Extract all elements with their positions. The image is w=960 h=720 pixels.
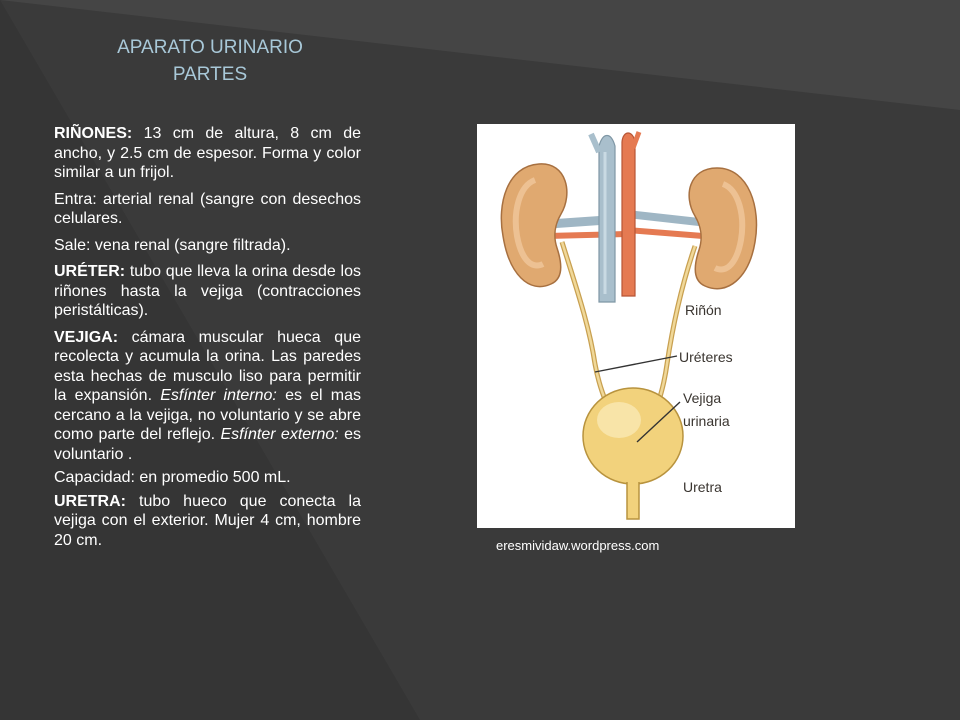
paragraph-urethra <box>54 492 361 551</box>
urinary-system-illustration <box>477 124 795 528</box>
bladder <box>583 388 683 484</box>
label-ureter: URÉTER: <box>54 263 126 280</box>
label-urethra-fig: Uretra <box>683 479 722 495</box>
paragraph-capacity <box>54 468 361 488</box>
paragraph-outflow <box>54 236 361 256</box>
vein-branch <box>591 134 599 152</box>
image-credit: eresmividaw.wordpress.com <box>496 538 660 553</box>
text-ureter: tubo que lleva la orina desde los riñones hasta la vejiga (contracciones peristálticas). <box>54 263 361 319</box>
vena-cava <box>599 136 615 303</box>
label-ureters: Uréteres <box>679 349 733 365</box>
text-inflow: Entra: arterial renal (sangre con desechos celulares. <box>54 190 361 227</box>
slide-title <box>60 34 360 88</box>
right-renal-vein <box>627 214 699 222</box>
paragraph-ureter <box>54 262 361 321</box>
text-sphincter-internal: Esfínter interno: <box>160 387 277 404</box>
text-bladder-c: es voluntario . <box>54 426 362 463</box>
artery-branch <box>633 132 639 148</box>
text-bladder-a: cámara muscular hueca que recolecta y acumula la orina. Las paredes esta hechas de musculo liso para permitir la expansión. <box>54 328 361 404</box>
label-bladder-2: urinaria <box>683 413 730 429</box>
text-urethra: tubo hueco que conecta la vejiga con el exterior. Mujer 4 cm, hombre 20 cm. <box>54 492 361 549</box>
right-renal-artery <box>627 230 703 236</box>
label-urethra: URETRA: <box>54 492 126 510</box>
label-bladder-1: Vejiga <box>683 390 722 406</box>
text-outflow: Sale: vena renal (sangre filtrada). <box>54 236 291 254</box>
paragraph-inflow <box>54 190 361 229</box>
text-bladder-b: es el mas cercano a la vejiga, no voluntario y se abre como parte del reflejo. <box>54 387 362 443</box>
urethra <box>627 482 639 519</box>
text-kidneys: 13 cm de altura, 8 cm de ancho, y 2.5 cm de espesor. Forma y color similar a un frijol. <box>54 125 361 181</box>
aorta <box>622 133 635 296</box>
content-text <box>54 124 361 557</box>
label-bladder: VEJIGA: <box>54 328 119 346</box>
text-sphincter-external: Esfínter externo: <box>220 426 339 443</box>
label-kidney: Riñón <box>685 302 722 318</box>
label-kidneys: RIÑONES: <box>54 125 133 142</box>
title-line-2: PARTES <box>172 64 248 85</box>
text-capacity: Capacidad: en promedio 500 mL. <box>54 469 291 486</box>
bladder-highlight <box>597 402 641 438</box>
urinary-diagram <box>477 124 795 528</box>
title-line-1: APARATO URINARIO <box>117 37 303 58</box>
paragraph-kidneys <box>54 124 361 183</box>
paragraph-bladder <box>54 328 361 465</box>
